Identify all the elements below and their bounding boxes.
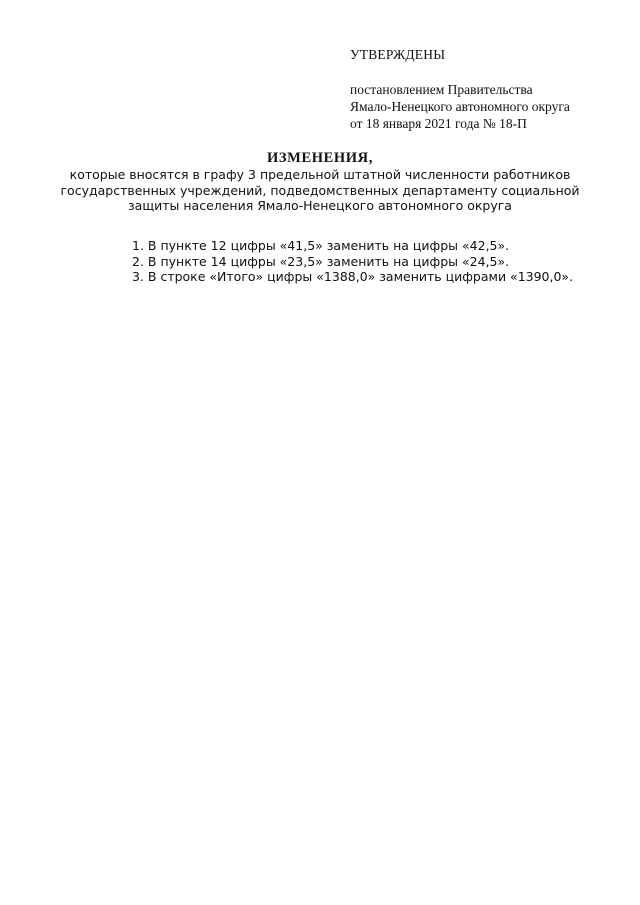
amendment-item-1: 1. В пункте 12 цифры «41,5» заменить на цифры «42,5». bbox=[132, 238, 510, 253]
document-title: ИЗМЕНЕНИЯ, bbox=[267, 150, 373, 166]
approval-line-date-number: от 18 января 2021 года № 18-П bbox=[350, 116, 527, 131]
document-subtitle-line-3: защиты населения Ямало-Ненецкого автономного округа bbox=[128, 198, 512, 213]
approval-stamp bbox=[350, 46, 570, 132]
approval-title: УТВЕРЖДЕНЫ bbox=[350, 47, 446, 62]
document-subtitle-line-1: которые вносятся в графу 3 предельной штатной численности работников bbox=[69, 167, 571, 182]
amendments-list bbox=[132, 238, 573, 285]
approval-line-resolution: постановлением Правительства bbox=[350, 82, 533, 97]
document-subtitle-line-2: государственных учреждений, подведомственных департаменту социальной bbox=[60, 182, 580, 198]
document-heading bbox=[0, 150, 640, 214]
approval-line-authority: Ямало-Ненецкого автономного округа bbox=[350, 99, 570, 114]
amendment-item-3: 3. В строке «Итого» цифры «1388,0» заменить цифрами «1390,0». bbox=[132, 269, 574, 284]
amendment-item-2: 2. В пункте 14 цифры «23,5» заменить на цифры «24,5». bbox=[132, 253, 510, 269]
